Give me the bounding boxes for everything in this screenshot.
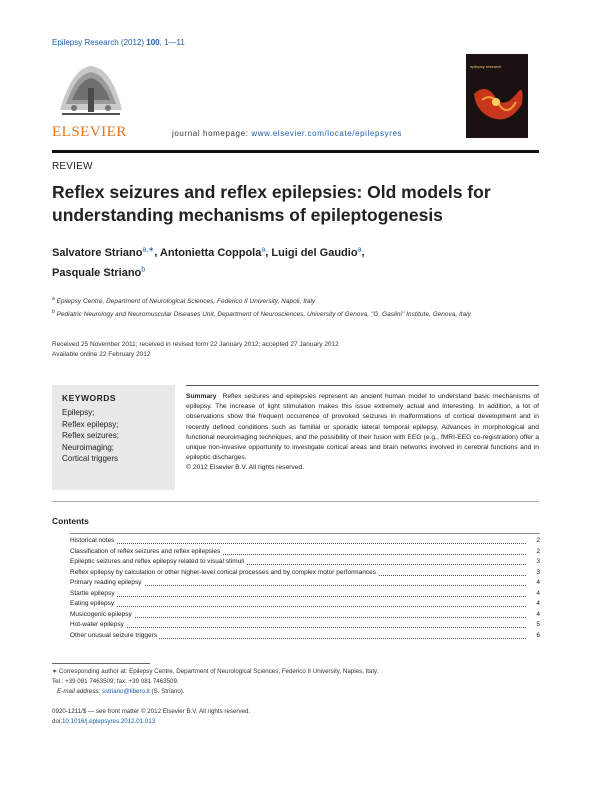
toc-entry[interactable]: Epileptic seizures and reflex epilepsy related to visual stimuli 3 — [70, 557, 540, 568]
contents-rule — [70, 533, 540, 534]
summary-rule — [186, 385, 539, 386]
article-dates: Received 25 November 2011; received in revised form 22 January 2012; accepted 27 January 2012 Available online 22 February 2012 — [52, 341, 339, 358]
author[interactable]: Luigi del Gaudio$^a$ — [271, 246, 362, 259]
journal-reference[interactable]: Epilepsy Research (2012) 100, 1—11 — [52, 38, 185, 47]
toc-entry[interactable]: Classification of reflex seizures and reflex epilepsies 2 — [70, 547, 540, 558]
affiliation: $^b$ Pediatric Neurology and Neuromuscular Diseases Unit, Department of Neurosciences, University of Genova, ''G. Gaslini'' Institute, Genova, Italy — [52, 309, 471, 319]
article-title: Reflex seizures and reflex epilepsies: Old models for understanding mechanisms of epileptogenesis — [52, 182, 491, 225]
abstract-summary — [186, 392, 539, 474]
header-rule — [52, 150, 539, 153]
keywords-list — [62, 407, 119, 465]
keywords-heading: KEYWORDS — [62, 393, 117, 403]
author-list: Salvatore Striano$^{a,∗}$, Antonietta Coppola$^a$, Luigi del Gaudio$^a$, Pasquale Striano$^b$ — [52, 246, 365, 280]
footnote-rule — [52, 663, 150, 664]
elsevier-wordmark: ELSEVIER — [52, 124, 127, 140]
keywords-box — [52, 385, 175, 490]
journal-homepage: journal homepage: www.elsevier.com/locate/epilepsyres — [172, 129, 403, 138]
issn-doi: 0920-1211/$ — see front matter © 2012 Elsevier B.V. All rights reserved. doi:10.1016/j.eplepsyres.2012.01.013 — [52, 708, 251, 725]
keyword: Reflex seizures; — [62, 431, 119, 440]
author[interactable]: Pasquale Striano$^b$ — [52, 266, 146, 280]
summary-lead: Summary — [186, 393, 217, 400]
toc-entry[interactable]: Startle epilepsy 4 — [70, 589, 540, 600]
toc-entry[interactable]: Hot-water epilepsy 5 — [70, 620, 540, 631]
toc-entry[interactable]: Reflex epilepsy by calculation or other higher-level cortical processes and by complex motor performances 3 — [70, 568, 540, 579]
toc-entry[interactable]: Primary reading epilepsy 4 — [70, 578, 540, 589]
copyright: © 2012 Elsevier B.V. All rights reserved. — [186, 464, 305, 472]
contents-heading: Contents — [52, 516, 89, 526]
toc-entry[interactable]: Eating epilepsy 4 — [70, 599, 540, 610]
abstract-divider — [52, 501, 539, 502]
homepage-link[interactable]: www.elsevier.com/locate/epilepsyres — [251, 129, 403, 138]
article-type: REVIEW — [52, 161, 93, 172]
keyword: Cortical triggers — [62, 454, 119, 463]
journal-cover-image — [466, 54, 528, 138]
keyword: Neuroimaging; — [62, 442, 115, 452]
toc-entry[interactable]: Musicogenic epilepsy 4 — [70, 610, 540, 621]
email-link[interactable]: sstriano@libero.it — [101, 688, 150, 695]
elsevier-tree-logo — [52, 58, 130, 118]
keyword: Epilepsy; — [62, 408, 95, 417]
toc-entry[interactable]: Historical notes 2 — [70, 536, 540, 547]
summary-text: Reflex seizures and epilepsies represent an ancient human model to understand basic mechanisms of epilepsy. The increase of light stimulation makes this issue extremely actual and interesting. In addition, a lot of observations show the frequent occurrence of provoked seizures in malformations of cortical development and in recently defined conditions such as familial or sporadic lateral temporal epilepsy. Advances in morphological and functional neuroimaging techniques, and the possibility of their fusion with EEG (e.g., fMRI-EEG co-registration) offer a unique non-invasive opportunity to investigate cortical areas and brain networks involved in cerebral functions and in epileptic discharges. — [186, 393, 539, 462]
corresponding-author-footnote: ∗ Corresponding author at: Epilepsy Centre, Department of Neurological Sciences, Federico II University, Naples, Italy. Tel.: +39 081 7463509; fax: +39 081 7463509. E-mail address: sstriano@libero.it (S. Striano). — [52, 668, 379, 695]
affiliation: $^a$ Epilepsy Centre, Department of Neurological Sciences, Federico II University, Napoli, Italy — [52, 296, 316, 306]
keyword: Reflex epilepsy; — [62, 419, 119, 429]
table-of-contents — [70, 536, 540, 641]
author[interactable]: Salvatore Striano$^{a,∗}$ — [52, 246, 155, 259]
author[interactable]: Antonietta Coppola$^a$ — [159, 246, 266, 259]
cover-title: epilepsy research — [470, 64, 502, 69]
toc-entry[interactable]: Other unusual seizure triggers 6 — [70, 631, 540, 642]
doi-link[interactable]: 10.1016/j.eplepsyres.2012.01.013 — [61, 718, 156, 725]
